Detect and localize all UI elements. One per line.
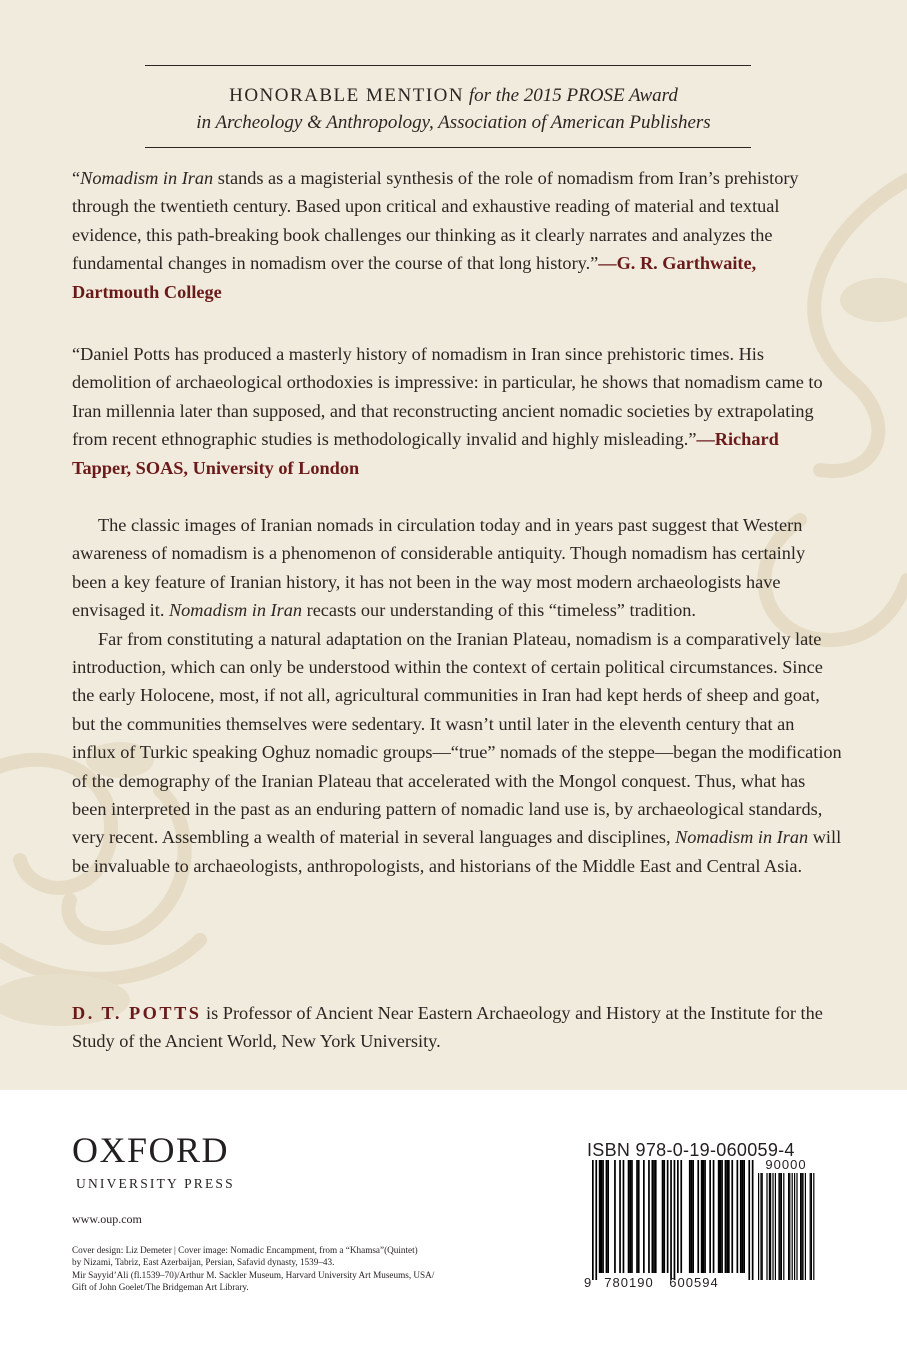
barcode-addon-bar	[778, 1173, 779, 1280]
description-text: Far from constituting a natural adaptation on the Iranian Plateau, nomadism is a comparatively late introduction, which can only be understood within the context of certain political circumstances. Since the early Holocene, most, if not all, agricultural communities in Iran had kept herds of sheep and goat, but the communities themselves were sedentary. It wasn’t until later in the eleventh century that an influx of Turkic speaking Oghuz nomadic groups—“true” nomads of the steppe—began the modification of the demography of the Iranian Plateau that accelerated with the Mongol conquest. Thus, what has been interpreted in the past as an enduring pattern of nomadic land use is, by archaeological standards, very recent. Assembling a wealth of material in several languages and disciplines,	[72, 628, 842, 848]
cover-credits	[72, 1244, 492, 1294]
barcode-addon-bar	[810, 1173, 811, 1280]
description-text: The classic images of Iranian nomads in circulation today and in years past suggest that Western awareness of nomadism is a phenomenon of considerable antiquity. Though nomadism has certainly been a key feature of Iranian history, it has not been in the way most modern archaeologists have envisaged it.	[72, 515, 806, 621]
barcode-bar	[697, 1160, 699, 1273]
barcode-addon-bar	[811, 1173, 812, 1280]
barcode-bar	[619, 1160, 621, 1273]
barcode-bar	[602, 1160, 604, 1273]
barcode-addon-bar	[783, 1173, 784, 1280]
author-name: D. T. POTTS	[72, 1003, 202, 1023]
barcode-addon-bar	[788, 1173, 789, 1280]
barcode-bar	[748, 1160, 750, 1280]
barcode-bar	[713, 1160, 715, 1273]
barcode-bar	[737, 1160, 739, 1273]
barcode-bar	[643, 1160, 645, 1273]
publisher-footer	[0, 1090, 907, 1360]
barcode-bar	[674, 1160, 676, 1280]
credit-line: Gift of John Goelet/The Bridgeman Art Library.	[72, 1282, 249, 1293]
barcode-bar	[720, 1160, 722, 1273]
barcode-addon-bar	[794, 1173, 795, 1280]
publisher-logo: OXFORD	[72, 1130, 230, 1170]
barcode-bar	[718, 1160, 720, 1273]
barcode-bar	[703, 1160, 705, 1273]
barcode-bar	[648, 1160, 650, 1273]
barcode-bar	[655, 1160, 657, 1273]
barcode-bar	[709, 1160, 711, 1273]
barcode-bar	[689, 1160, 691, 1273]
barcode-bar	[638, 1160, 640, 1273]
barcode-addon-bar	[801, 1173, 802, 1280]
barcode-addon-bar	[775, 1173, 776, 1280]
barcode-addon-bar	[802, 1173, 803, 1280]
barcode-bar	[662, 1160, 664, 1273]
barcode-addon-bar	[762, 1173, 763, 1280]
credit-line: Mir Sayyid’Ali (fl.1539–70)/Arthur M. Sackler Museum, Harvard University Art Museums, USA/	[72, 1269, 435, 1280]
svg-text:90000: 90000	[765, 1160, 807, 1172]
review-quote-2	[72, 340, 842, 482]
barcode-bar	[652, 1160, 654, 1273]
author-bio	[72, 999, 842, 1056]
book-description	[72, 511, 842, 880]
publisher-press: UNIVERSITY PRESS	[76, 1176, 235, 1191]
barcode-bar	[721, 1160, 723, 1273]
quote-attribution: —G. R. Garthwaite, Dartmouth College	[72, 253, 757, 302]
barcode-addon-bar	[781, 1173, 782, 1280]
award-suffix: for the 2015 PROSE Award	[468, 85, 678, 106]
quote-attribution: —Richard Tapper, SOAS, University of London	[72, 429, 779, 478]
barcode-bar	[731, 1160, 733, 1273]
publisher-url: www.oup.com	[72, 1212, 142, 1226]
barcode-bar	[677, 1160, 679, 1273]
barcode-bar	[691, 1160, 693, 1273]
barcode-addon-bar	[789, 1173, 790, 1280]
barcode-addon-bar	[772, 1173, 773, 1280]
svg-text:780190: 780190	[604, 1275, 654, 1290]
barcode-bar	[614, 1160, 616, 1273]
barcode-addon-bar	[758, 1173, 759, 1280]
barcode-bar	[623, 1160, 625, 1273]
barcode-addon-bar	[766, 1173, 767, 1280]
barcode-bar	[607, 1160, 609, 1273]
barcode-bar	[601, 1160, 603, 1273]
quote-text: “Daniel Potts has produced a masterly history of nomadism in Iran since prehistoric times. His demolition of archaeological orthodoxies is impressive: in particular, he shows that nomadism came to Iran millennia later than supposed, and that reconstructing ancient nomadic societies by extrapolating from recent ethnographic studies is methodologically invalid and highly misleading.”	[72, 344, 823, 450]
isbn-label: ISBN 978-0-19-060059-4	[587, 1140, 795, 1160]
barcode-bar	[701, 1160, 703, 1273]
barcode-bar	[595, 1160, 597, 1280]
quote-open-mark: “	[72, 168, 81, 188]
barcode-bar	[704, 1160, 706, 1273]
barcode-addon-bar	[805, 1173, 806, 1280]
description-text: recasts our understanding of this “timeless” tradition.	[302, 600, 696, 621]
barcode-bar	[742, 1160, 744, 1273]
award-notice	[0, 82, 907, 136]
barcode-bar	[728, 1160, 730, 1273]
barcode-bar	[670, 1160, 672, 1280]
description-book-title: Nomadism in Iran	[168, 600, 303, 621]
barcode-bar	[592, 1160, 594, 1280]
barcode-bar	[606, 1160, 608, 1273]
description-book-title: Nomadism in Iran	[675, 827, 809, 848]
barcode-bar	[692, 1160, 694, 1273]
quote-text: stands as a magisterial synthesis of the role of nomadism from Iran’s prehistory through the twentieth century. Based upon critical and exhaustive reading of material and textual evidence, this path-breaking book challenges our thinking as it clearly narrates and analyzes the fundamental changes in nomadism over the course of that long history.”	[72, 168, 799, 274]
barcode-bar	[629, 1160, 631, 1273]
review-quote-1	[72, 164, 842, 306]
description-paragraph	[72, 625, 842, 881]
barcode-bar	[680, 1160, 682, 1273]
barcode-bar	[636, 1160, 638, 1273]
barcode-bar	[743, 1160, 745, 1273]
author-bio-text: is Professor of Ancient Near Eastern Archaeology and History at the Institute for the Study of the Ancient World, New York University.	[72, 1003, 823, 1052]
barcode-addon-bar	[800, 1173, 801, 1280]
barcode-addon-bar	[796, 1173, 797, 1280]
svg-text:600594: 600594	[669, 1275, 719, 1290]
barcode-addon-bar	[760, 1173, 761, 1280]
barcode-addon-bar	[813, 1173, 814, 1280]
award-prefix: HONORABLE MENTION	[229, 85, 465, 106]
barcode-bar	[667, 1160, 669, 1273]
barcode-bar	[726, 1160, 728, 1273]
svg-text:9: 9	[584, 1275, 592, 1290]
quote-book-title: Nomadism in Iran	[80, 168, 214, 188]
barcode-bar	[631, 1160, 633, 1273]
description-text: will be invaluable to archaeologists, anthropologists, and historians of the Middle East and Central Asia.	[72, 827, 842, 876]
award-line2: in Archeology & Anthropology, Association of American Publishers	[196, 112, 711, 133]
barcode-addon-bar	[792, 1173, 793, 1280]
credit-line: by Nizami, Tabriz, East Azerbaijan, Persian, Safavid dynasty, 1539–43.	[72, 1257, 335, 1268]
barcode-bar	[599, 1160, 601, 1273]
barcode-bar	[628, 1160, 630, 1273]
barcode-bar	[752, 1160, 754, 1280]
barcode	[578, 1160, 818, 1290]
top-rule	[145, 65, 751, 66]
description-paragraph	[72, 511, 842, 625]
barcode-bar	[653, 1160, 655, 1273]
barcode-bar	[725, 1160, 727, 1273]
bottom-rule	[145, 147, 751, 148]
barcode-bar	[663, 1160, 665, 1273]
barcode-addon-bar	[769, 1173, 770, 1280]
barcode-addon-bar	[770, 1173, 771, 1280]
credit-line: Cover design: Liz Demeter | Cover image: Nomadic Encampment, from a “Khamsa”(Quintet)	[72, 1245, 418, 1255]
barcode-bar	[740, 1160, 742, 1273]
barcode-addon-bar	[780, 1173, 781, 1280]
